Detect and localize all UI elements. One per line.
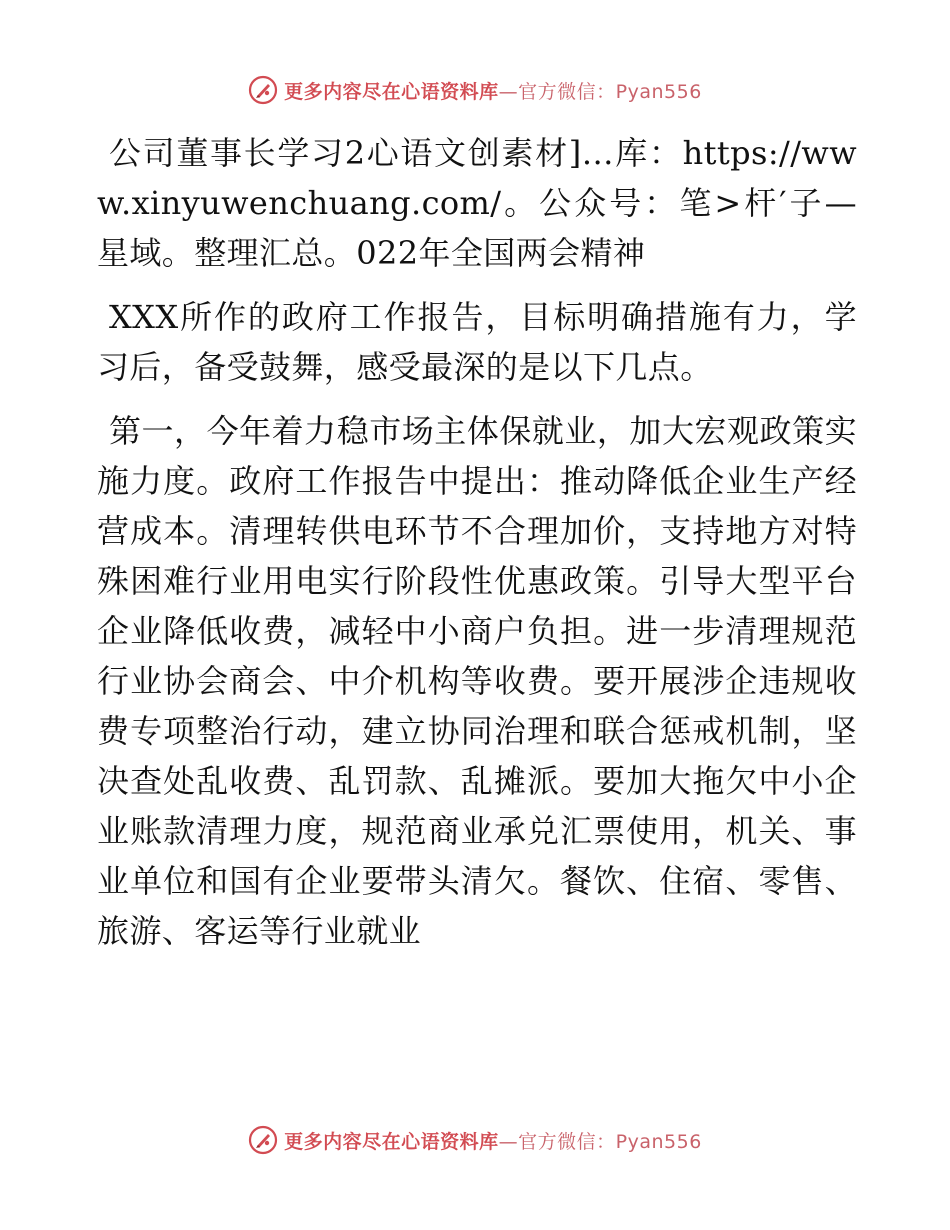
- watermark-banner-top: [0, 70, 950, 110]
- watermark-banner-bottom: [0, 1120, 950, 1160]
- watermark-wechat-text: 官方微信：Pyan556: [518, 80, 702, 103]
- quill-seal-icon: [248, 1125, 278, 1155]
- document-body: [97, 128, 857, 956]
- watermark-wechat-text: 官方微信：Pyan556: [518, 1130, 702, 1153]
- paragraph-first-point: 第一，今年着力稳市场主体保就业，加大宏观政策实施力度。政府工作报告中提出：推动降低企业生产经营成本。清理转供电环节不合理加价，支持地方对特殊困难行业用电实行阶段性优惠政策。引导大型平台企业降低收费，减轻中小商户负担。进一步清理规范行业协会商会、中介机构等收费。要开展涉企违规收费专项整治行动，建立协同治理和联合惩戒机制，坚决查处乱收费、乱罚款、乱摊派。要加大拖欠中小企业账款清理力度，规范商业承兑汇票使用，机关、事业单位和国有企业要带头清欠。餐饮、住宿、零售、旅游、客运等行业就业: [97, 412, 857, 950]
- watermark-main-text: 更多内容尽在心语资料库: [284, 80, 499, 103]
- watermark-text: [284, 1127, 702, 1154]
- watermark-dash: —: [498, 80, 519, 103]
- quill-seal-icon: [248, 75, 278, 105]
- watermark-main-text: 更多内容尽在心语资料库: [284, 1130, 499, 1153]
- paragraph-intro: XXX所作的政府工作报告，目标明确措施有力，学习后，备受鼓舞，感受最深的是以下几点。: [97, 298, 857, 386]
- watermark-dash: —: [498, 1130, 519, 1153]
- watermark-text: [284, 77, 702, 104]
- paragraph-header: 公司董事长学习2心语文创素材]…库：https://www.xinyuwenchuang.com/。公众号：笔>杆′子—星域。整理汇总。022年全国两会精神: [97, 134, 857, 272]
